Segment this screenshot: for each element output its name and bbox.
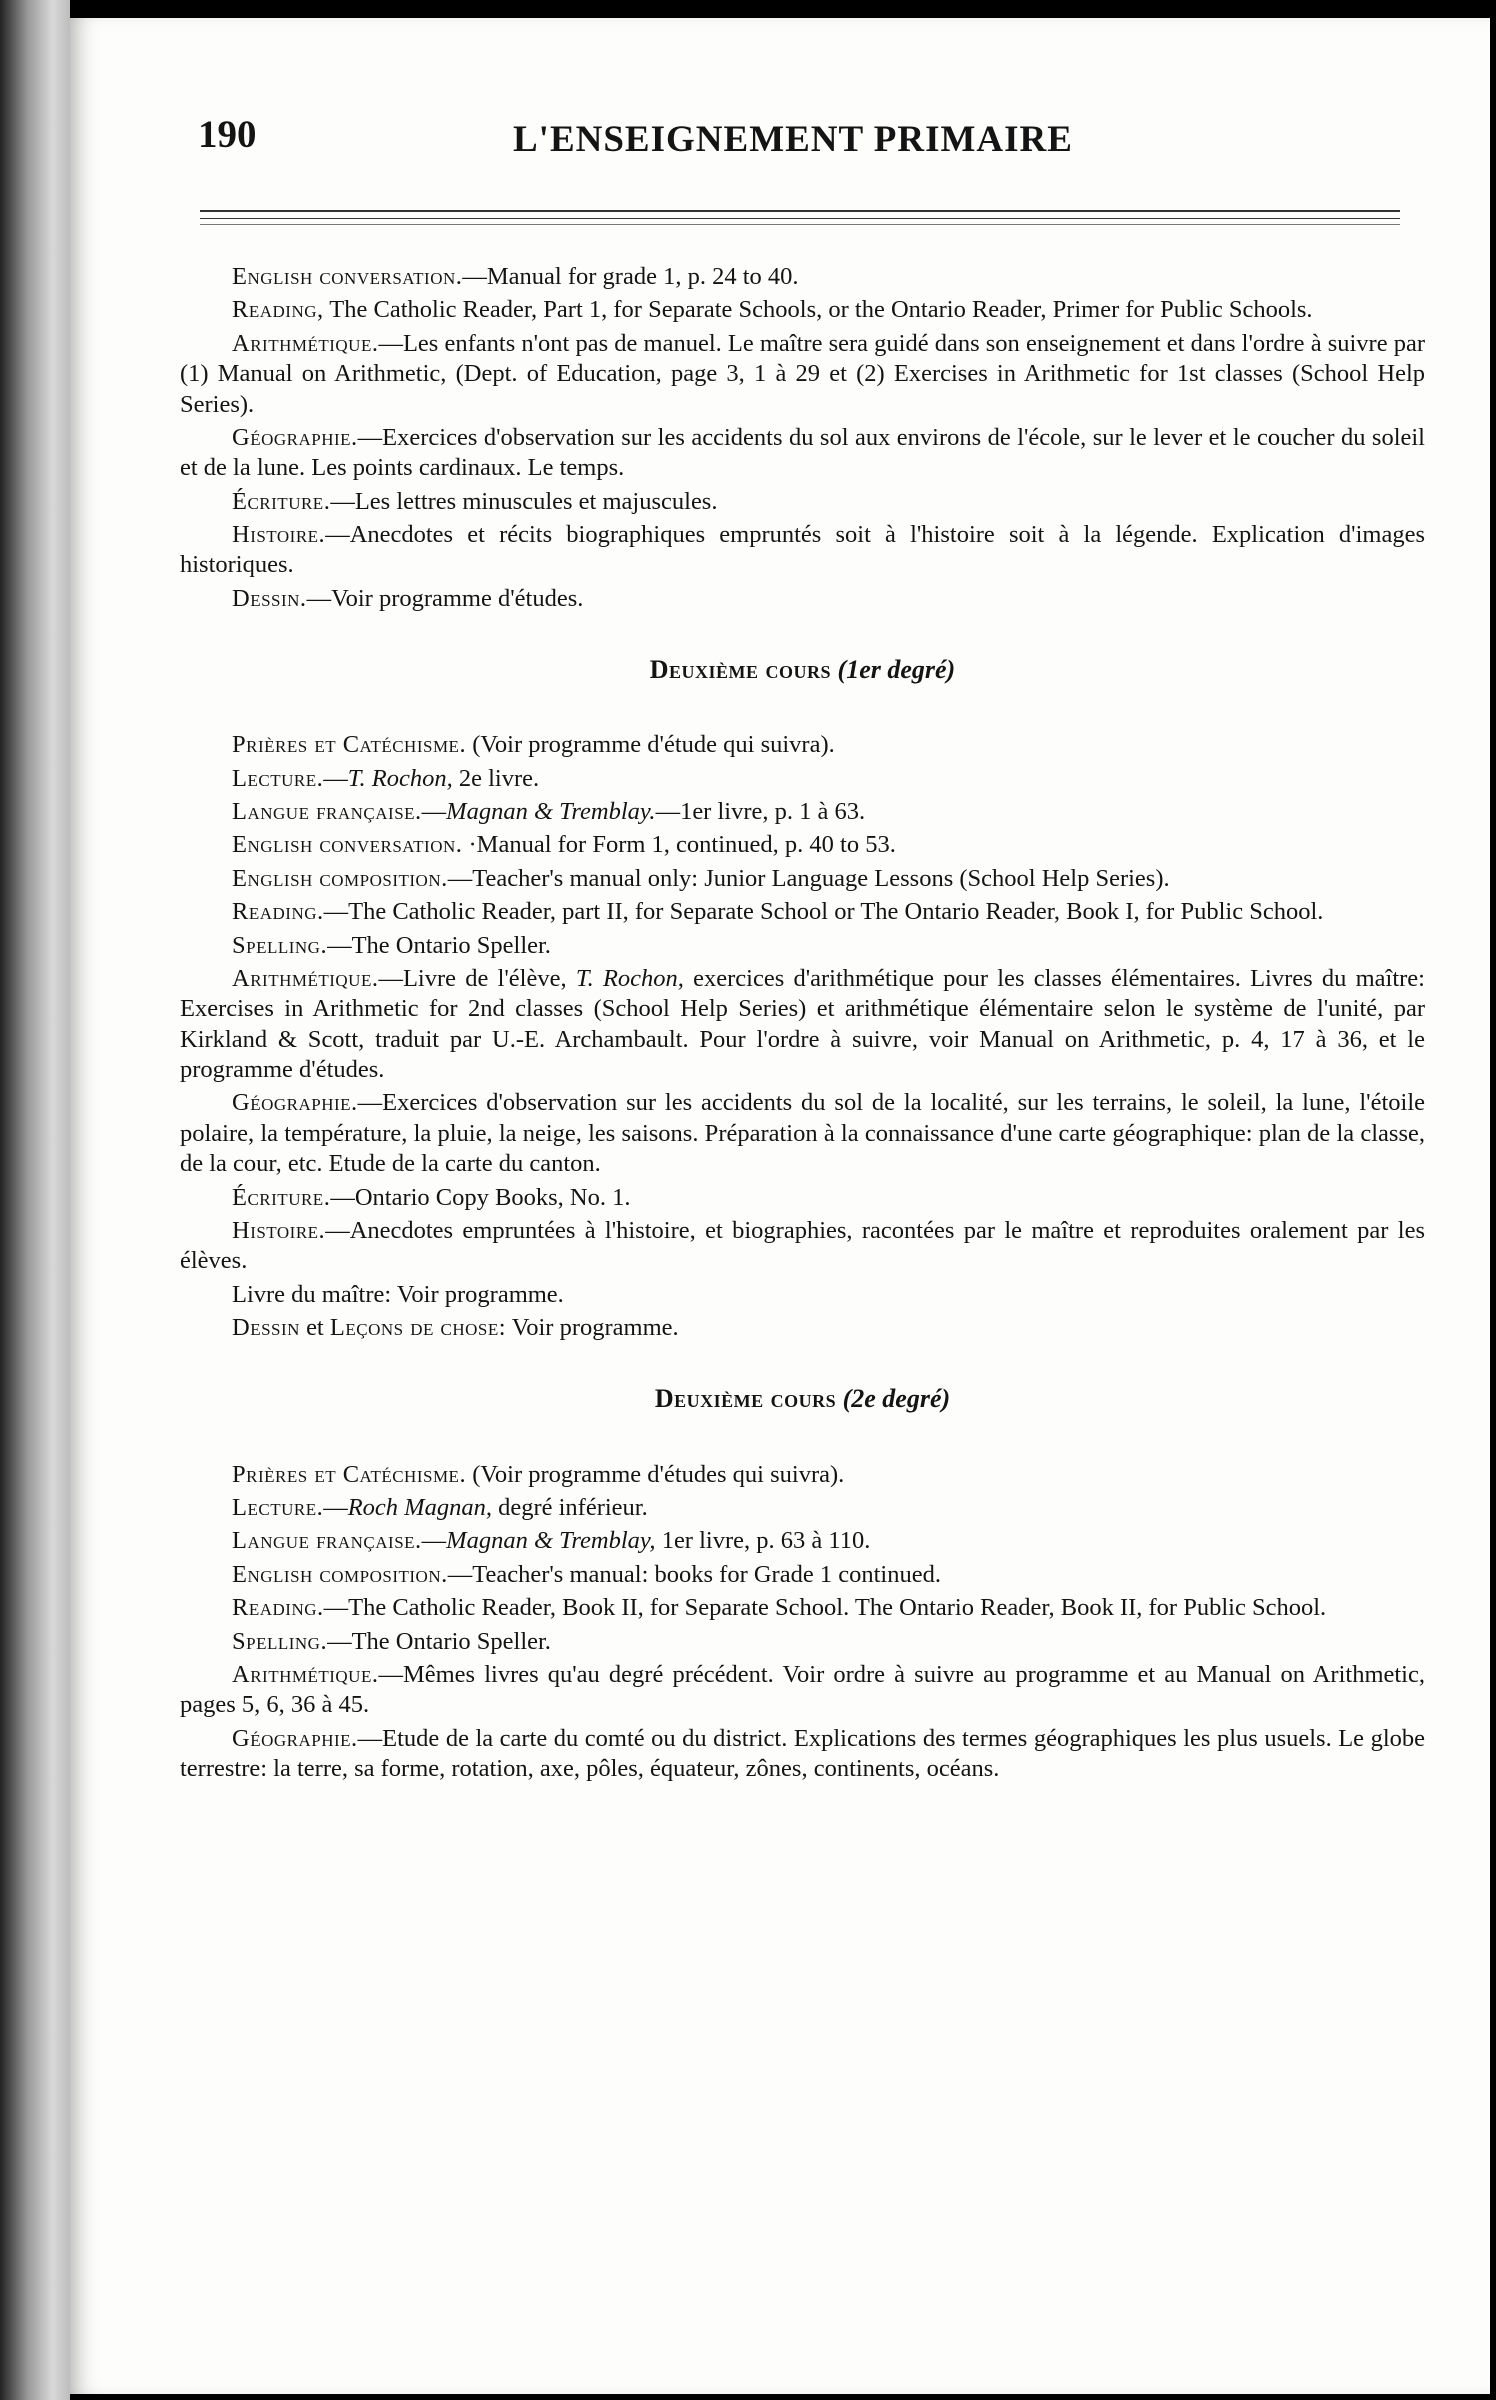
header-rule	[200, 210, 1400, 212]
paragraph: English composition.—Teacher's manual only: Junior Language Lessons (School Help Series).	[232, 864, 1170, 892]
paragraph: Arithmétique.—Les enfants n'ont pas de manuel. Le maître sera guidé dans son enseignement et dans l'ordre à suivre par (1) Manual on Arithmetic, (Dept. of Education, page 3, 1 à 29 et (2) Exercises in Arithmetic for 1st classes (School Help Series).	[180, 329, 1425, 418]
book-spine	[0, 0, 70, 2400]
paragraph: Géographie.—Exercices d'observation sur les accidents du sol de la localité, sur les terrains, le soleil, la lune, l'étoile polaire, la température, la pluie, la neige, les saisons. Préparation à la connaissance d'une carte géographique: plan de la classe, de la cour, etc. Etude de la carte du canton.	[180, 1089, 1425, 1178]
paragraph: Écriture.—Les lettres minuscules et majuscules.	[232, 487, 718, 515]
paragraph: Histoire.—Anecdotes empruntées à l'histoire, et biographies, racontées par le maître et reproduites oralement par les élèves.	[180, 1216, 1425, 1275]
paragraph: Prières et Catéchisme. (Voir programme d'études qui suivra).	[232, 1460, 845, 1488]
page-header	[198, 108, 1158, 168]
paragraph: Dessin.—Voir programme d'études.	[232, 584, 584, 612]
paragraph: Géographie.—Exercices d'observation sur les accidents du sol aux environs de l'école, sur le lever et le coucher du soleil et de la lune. Les points cardinaux. Le temps.	[180, 423, 1425, 482]
page-number: 190	[198, 113, 257, 156]
paragraph: Reading.—The Catholic Reader, Book II, for Separate School. The Ontario Reader, Book II, for Public School.	[232, 1594, 1327, 1622]
paragraph: Lecture.—T. Rochon, 2e livre.	[232, 764, 540, 792]
paragraph: Histoire.—Anecdotes et récits biographiques empruntés soit à l'histoire soit à la légende. Explication d'images historiques.	[180, 521, 1425, 579]
paragraph: English conversation.—Manual for grade 1, p. 24 to 40.	[232, 263, 799, 290]
running-title: L'ENSEIGNEMENT PRIMAIRE	[513, 119, 1073, 160]
paragraph: Géographie.—Etude de la carte du comté ou du district. Explications des termes géographiques les plus usuels. Le globe terrestre: la terre, sa forme, rotation, axe, pôles, équateur, zônes, continents, océans.	[180, 1724, 1425, 1783]
paragraph: Langue française.—Magnan & Tremblay.—1er livre, p. 1 à 63.	[232, 798, 866, 826]
page-body	[180, 262, 1425, 1787]
header-rule	[200, 224, 1400, 225]
section-heading: Deuxième cours (2e degré)	[654, 1384, 951, 1414]
paragraph: Reading.—The Catholic Reader, part II, for Separate School or The Ontario Reader, Book I, for Public School.	[232, 898, 1324, 926]
paragraph: Reading, The Catholic Reader, Part 1, for Separate Schools, or the Ontario Reader, Primer for Public Schools.	[232, 296, 1313, 324]
paragraph: Livre du maître: Voir programme.	[232, 1280, 564, 1308]
paragraph: Dessin et Leçons de chose: Voir programme.	[232, 1314, 679, 1342]
paragraph: Arithmétique.—Mêmes livres qu'au degré précédent. Voir ordre à suivre au programme et au Manual on Arithmetic, pages 5, 6, 36 à 45.	[180, 1660, 1425, 1719]
paragraph: English conversation. ·Manual for Form 1, continued, p. 40 to 53.	[232, 831, 896, 859]
section-heading: Deuxième cours (1er degré)	[649, 655, 956, 685]
paragraph: Écriture.—Ontario Copy Books, No. 1.	[232, 1183, 631, 1211]
paragraph: Lecture.—Roch Magnan, degré inférieur.	[232, 1494, 648, 1522]
paragraph: Spelling.—The Ontario Speller.	[232, 931, 551, 959]
paragraph: Spelling.—The Ontario Speller.	[232, 1627, 551, 1655]
paragraph: Langue française.—Magnan & Tremblay, 1er livre, p. 63 à 110.	[232, 1527, 871, 1555]
paragraph: Prières et Catéchisme. (Voir programme d'étude qui suivra).	[232, 731, 835, 759]
paragraph: English composition.—Teacher's manual: books for Grade 1 continued.	[232, 1560, 941, 1588]
header-rule	[200, 218, 1400, 219]
paragraph: Arithmétique.—Livre de l'élève, T. Rochon, exercices d'arithmétique pour les classes élémentaires. Livres du maître: Exercises in Arithmetic for 2nd classes (School Help Series) et arithmétique élémentaire selon le système de l'unité, par Kirkland & Scott, traduit par U.-E. Archambault. Pour l'ordre à suivre, voir Manual on Arithmetic, p. 4, 17 à 36, et le programme d'études.	[180, 964, 1425, 1084]
